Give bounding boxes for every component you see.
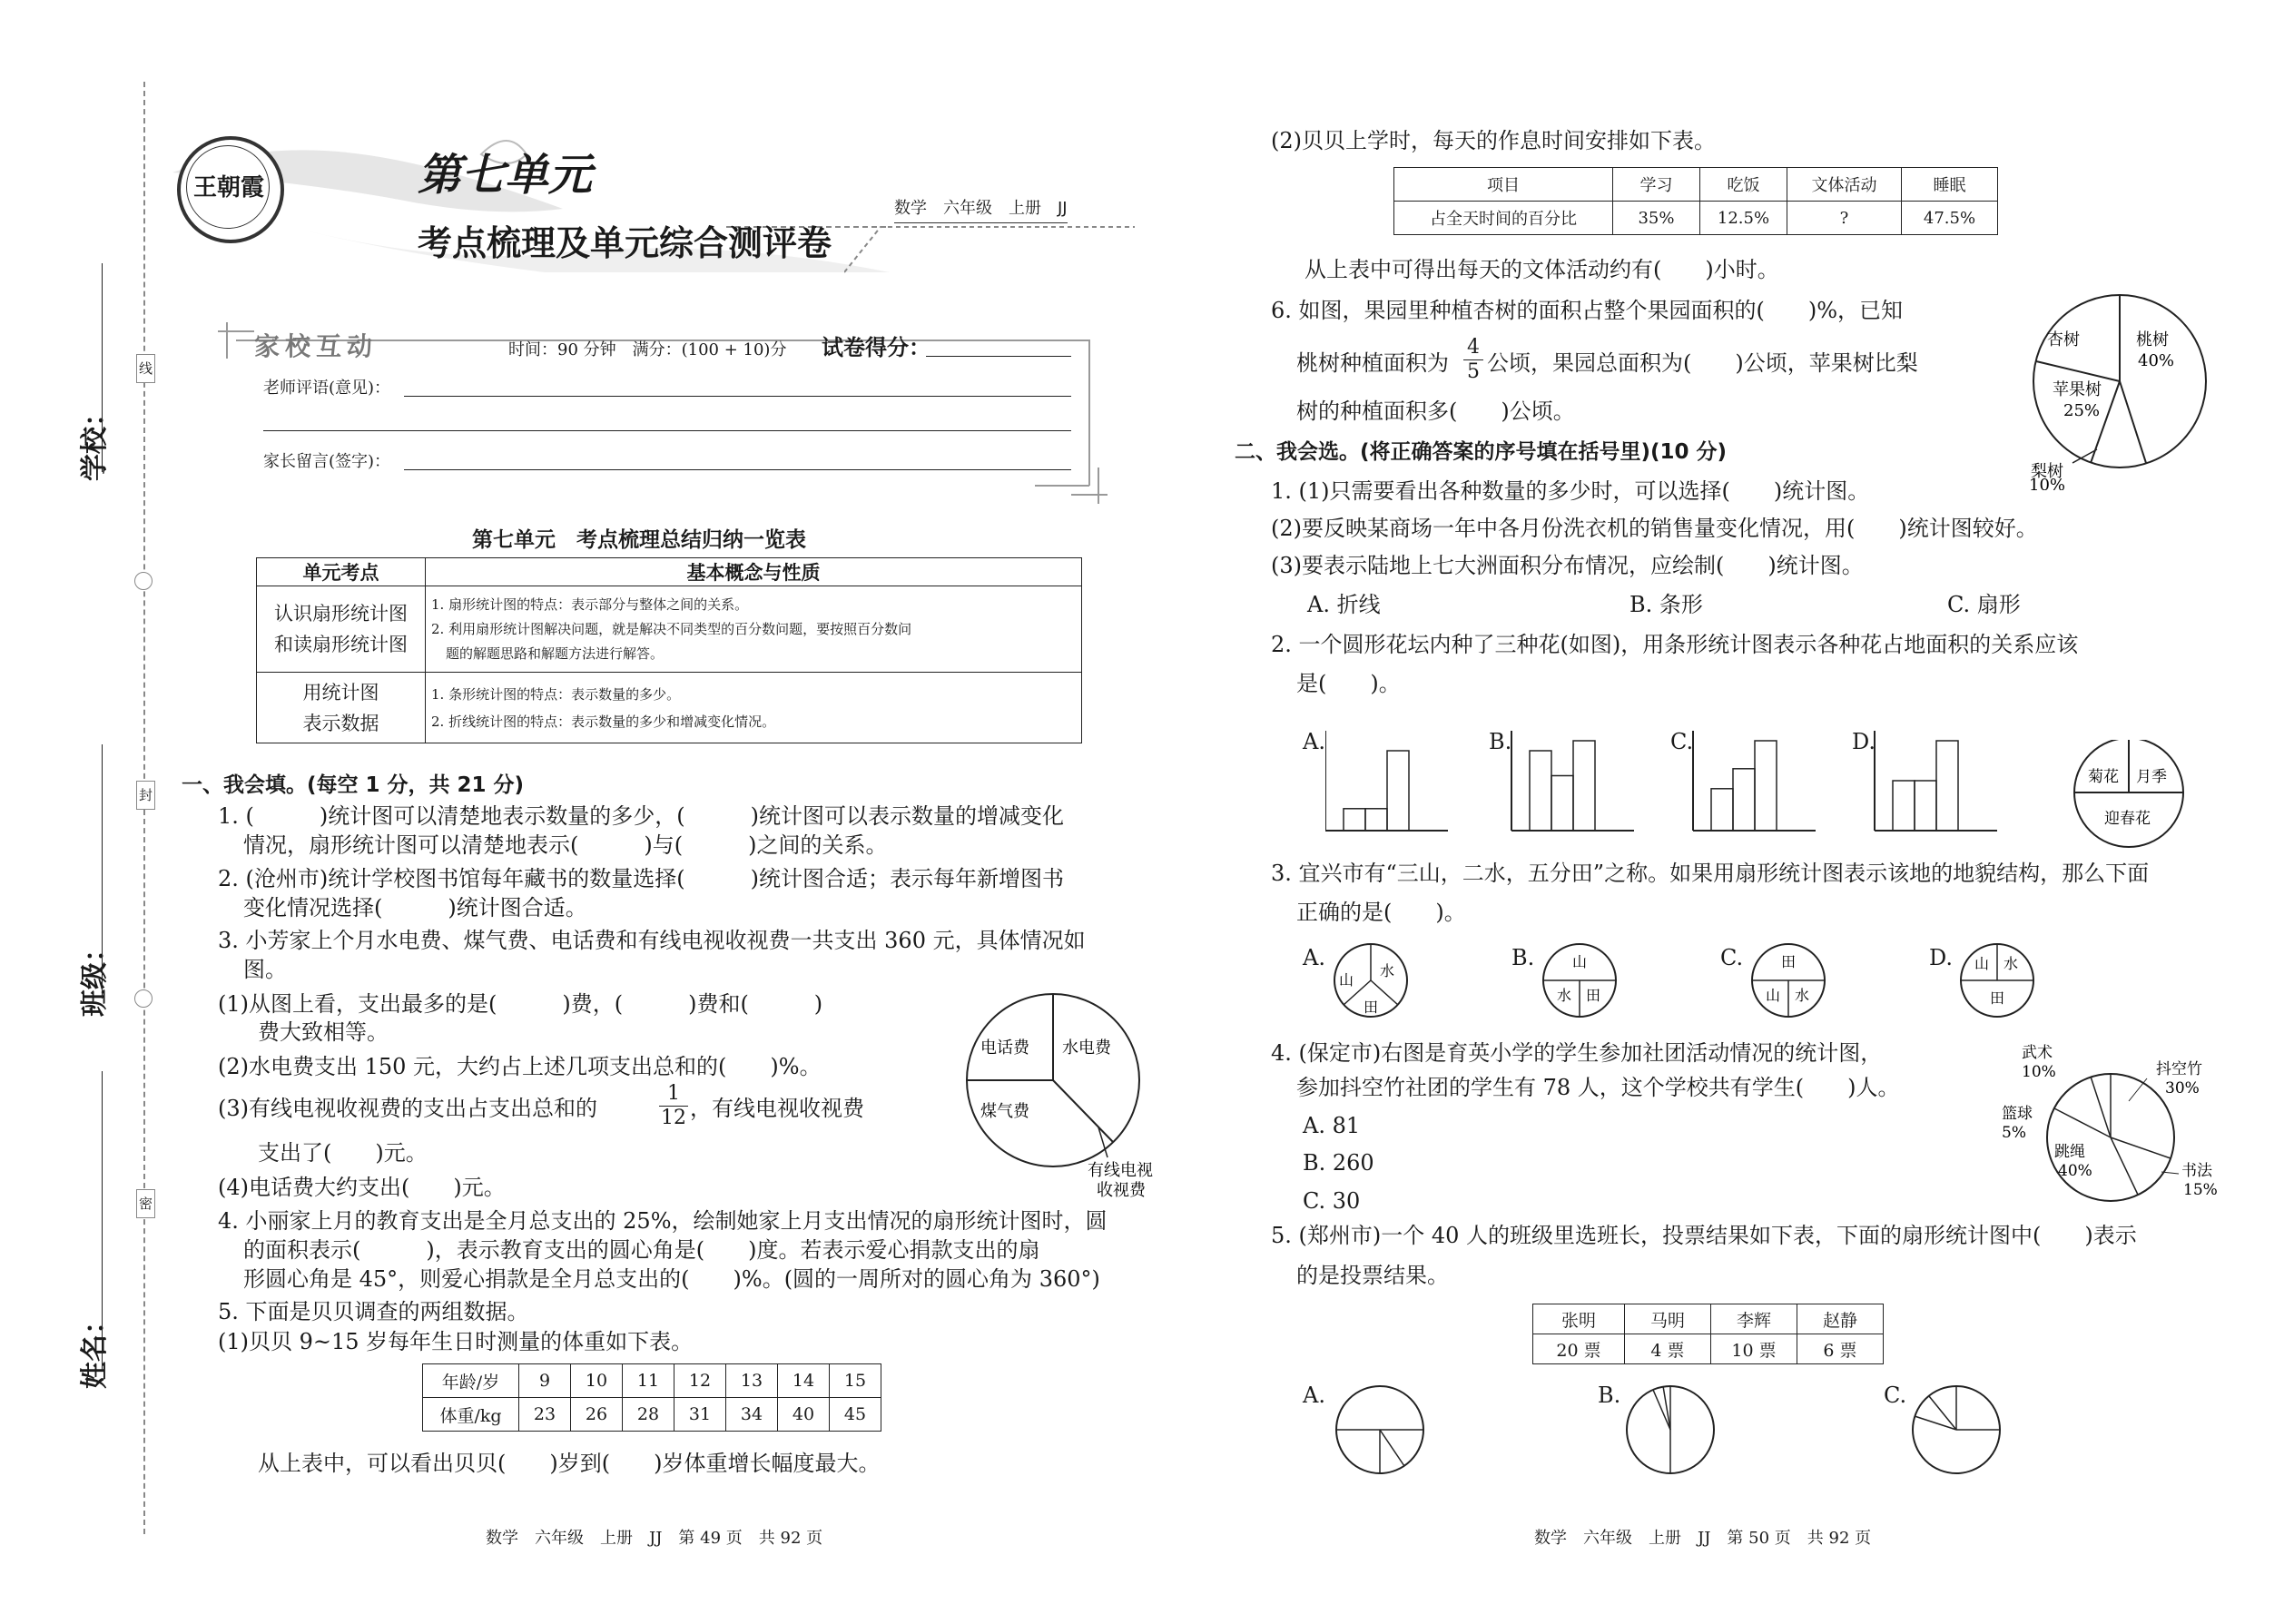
q3-line-1: 3. 小芳家上个月水电费、煤气费、电话费和有线电视收视费一共支出 360 元，具体情况如 [218,928,1086,953]
svg-text:田: 田 [1364,999,1379,1016]
parent-comment-label: 家长留言(签字)： [263,452,391,471]
score-label: 试卷得分： [822,334,930,360]
bar [1755,741,1777,831]
svg-text:山: 山 [1974,955,1990,972]
ring-hole [134,572,153,590]
q6-line-1: 6. 如图，果园里种植杏树的面积占整个果园面积的( )%，已知 [1271,298,1904,323]
grade-tag: 数学 六年级 上册 JJ [894,195,1068,223]
pie-label: 迎春花 [2104,810,2151,828]
q2-line-2: 变化情况选择( )统计图合适。 [243,895,587,920]
svg-text:抖空竹: 抖空竹 [2156,1060,2202,1078]
p2q5-pie-c [1906,1380,2006,1480]
vote-table: 张明 马明 李辉 赵静 20 票 4 票 10 票 6 票 [1532,1304,1884,1364]
bar [1915,781,1936,831]
summary-title: 第七单元 考点梳理总结归纳一览表 [472,527,806,552]
footer-left: 数学 六年级 上册 JJ 第 49 页 共 92 页 [486,1529,823,1548]
p2q3-option-label[interactable]: C. [1720,945,1744,970]
p2q3-pie-d [1956,940,2038,1021]
p2q3-line-1: 3. 宜兴市有“三山，二水，五分田”之称。如果用扇形统计图表示该地的地貌结构，那么下面 [1271,861,2150,886]
summary-col-header: 单元考点 [257,558,426,586]
p2q3-pie-b [1539,940,1620,1021]
svg-text:水: 水 [1557,987,1572,1004]
svg-text:15%: 15% [2183,1181,2218,1199]
p2q3-option-label[interactable]: D. [1929,945,1954,970]
logo-text: 王朝霞 [193,174,265,202]
p2q4-option[interactable]: A. 81 [1303,1113,1361,1138]
p2q4-option[interactable]: C. 30 [1303,1188,1361,1214]
p2q5-option-label[interactable]: B. [1598,1383,1621,1408]
p2q2-option-label[interactable]: D. [1852,729,1876,754]
part1-heading: 一、我会填。(每空 1 分，共 21 分) [182,773,525,797]
p2q3-line-2: 正确的是( )。 [1296,900,1466,925]
svg-text:水: 水 [2004,955,2019,972]
pie-label: 煤气费 [980,1102,1029,1121]
p2q1-option[interactable]: B. 条形 [1629,592,1703,617]
q3-sub-2: (2)水电费支出 150 元，大约占上述几项支出总和的( )%。 [218,1054,822,1079]
p2q2-line-1: 2. 一个圆形花坛内种了三种花(如图)，用条形统计图表示各种花占地面积的关系应该 [1271,632,2079,657]
class-label: 班级： [79,935,111,1017]
q1-line-2: 情况，扇形统计图可以清楚地表示( )与( )之间的关系。 [243,832,888,858]
bar [1893,781,1915,831]
p2q5-option-label[interactable]: A. [1303,1383,1325,1408]
p2q5-option-label[interactable]: C. [1884,1383,1907,1408]
teacher-comment-line[interactable] [404,396,1071,397]
class-blank[interactable] [102,744,103,999]
schedule-table: 项目 学习 吃饭 文体活动 睡眠 占全天时间的百分比 35% 12.5% ? 47.5% [1393,167,1998,235]
cut-mark-secret: 密 [136,1189,155,1218]
svg-text:田: 田 [1781,953,1797,970]
ring-hole [134,989,153,1008]
q5-sub-2-end: 从上表中可得出每天的文体活动约有( )小时。 [1305,257,1779,282]
q5-line: 5. 下面是贝贝调查的两组数据。 [218,1299,529,1324]
svg-text:书法: 书法 [2181,1162,2212,1180]
q3-line-2: 图。 [243,957,287,982]
p2q3-pie-c [1748,940,1829,1021]
svg-text:山: 山 [1766,987,1781,1004]
unit-title: 第七单元 [418,150,593,201]
q4-line-1: 4. 小丽家上月的教育支出是全月总支出的 25%，绘制她家上月支出情况的扇形统计图时，圆 [218,1208,1108,1234]
q6-line-2b: 公顷，果园总面积为( )公顷，苹果树比梨 [1487,350,1918,376]
pie-label: 25% [2063,401,2101,420]
tag-zigzag [844,209,1153,281]
score-blank[interactable] [926,356,1071,357]
teacher-comment-label: 老师评语(意见)： [263,379,391,398]
bar [1551,776,1573,832]
p2q4-line-2: 参加抖空竹社团的学生有 78 人，这个学校共有学生( )人。 [1296,1075,1900,1100]
p2q2-bar-charts [1325,731,2070,840]
q5-sub-1: (1)贝贝 9~15 岁每年生日时测量的体重如下表。 [218,1329,694,1354]
p2q3-option-label[interactable]: B. [1511,945,1535,970]
p2q1-2: (2)要反映某商场一年中各月份洗衣机的销售量变化情况，用( )统计图较好。 [1271,516,2038,541]
p2q5-line-1: 5. (郑州市)一个 40 人的班级里选班长，投票结果如下表，下面的扇形统计图中( )表示 [1271,1223,2137,1248]
pie-label: 月季 [2136,768,2167,786]
footer-right: 数学 六年级 上册 JJ 第 50 页 共 92 页 [1534,1529,1872,1548]
p2q1-1: 1. (1)只需要看出各种数量的多少时，可以选择( )统计图。 [1271,478,1870,504]
svg-text:水: 水 [1380,962,1395,979]
q6-line-2a: 桃树种植面积为 [1296,350,1449,376]
p2q5-pie-b [1620,1380,1720,1480]
svg-text:40%: 40% [2058,1162,2092,1180]
q3-sub-3a: (3)有线电视收视费的支出占支出总和的 [218,1096,597,1121]
pie-label: 杏树 [2047,330,2080,349]
cut-mark-line: 线 [136,354,155,383]
bar [1936,741,1958,831]
q3-pie-chart [962,989,1162,1198]
q3-sub-1b: 费大致相等。 [258,1019,389,1045]
pie-label: 苹果树 [2053,380,2102,399]
pie-label: 40% [2138,351,2175,370]
svg-text:武术: 武术 [2022,1044,2053,1062]
bar [1573,741,1595,831]
svg-text:跳绳: 跳绳 [2054,1143,2085,1161]
part2-heading: 二、我会选。(将正确答案的序号填在括号里)(10 分) [1235,440,1728,464]
fraction-1-12: 1 12 [661,1082,686,1129]
pie-label: 梨树 [2031,462,2063,481]
teacher-comment-line[interactable] [263,430,1071,431]
bar [1733,769,1755,831]
school-label: 学校： [79,399,111,481]
q2-line-1: 2. (沧州市)统计学校图书馆每年藏书的数量选择( )统计图合适；表示每年新增图书 [218,866,1064,891]
q4-line-3: 形圆心角是 45°，则爱心捐款是全月总支出的( )%。(圆的一周所对的圆心角为 360°) [243,1266,1100,1292]
p2q4-line-1: 4. (保定市)右图是育英小学的学生参加社团活动情况的统计图， [1271,1040,1883,1066]
p2q1-option[interactable]: C. 扇形 [1947,592,2021,617]
p2q2-option-label[interactable]: C. [1670,729,1694,754]
banner-family-school: 家校互动 [254,331,379,361]
p2q4-club-pie [2002,1042,2220,1215]
pie-label: 水电费 [1062,1038,1111,1058]
p2q2-line-2: 是( )。 [1296,671,1401,696]
p2q1-option[interactable]: A. 折线 [1307,592,1381,617]
svg-text:5%: 5% [2002,1124,2026,1142]
svg-text:30%: 30% [2165,1079,2200,1097]
pie-label: 收视费 [1097,1181,1146,1198]
svg-text:水: 水 [1795,987,1810,1004]
bar [1365,809,1387,831]
pie-label: 菊花 [2088,768,2119,786]
time-info: 时间：90 分钟 满分：(100 + 10)分 [508,340,787,359]
binding-strip [79,254,136,1398]
summary-topic: 用统计图 表示数据 [257,673,426,743]
p2q2-option-label[interactable]: A. [1303,729,1325,754]
bar [1387,751,1409,831]
summary-col-header: 基本概念与性质 [426,558,1082,586]
name-blank[interactable] [102,1071,103,1371]
svg-text:山: 山 [1572,953,1588,970]
svg-text:田: 田 [1586,987,1601,1004]
svg-text:10%: 10% [2022,1063,2056,1081]
q3-sub-4: (4)电话费大约支出( )元。 [218,1175,506,1200]
q1-line-1: 1. ( )统计图可以清楚地表示数量的多少，( )统计图可以表示数量的增减变化 [218,803,1064,829]
pie-label: 桃树 [2136,330,2169,349]
q3-sub-3b: ，有线电视收视费 [690,1096,864,1121]
svg-text:山: 山 [1339,971,1354,989]
bar [1530,751,1551,831]
p2q3-pie-a [1330,940,1412,1021]
weight-table: 年龄/岁 9 10 11 12 13 14 15 体重/kg 23 26 28 31 34 40 45 [422,1363,881,1432]
pie-label: 10% [2029,476,2066,490]
cut-mark-seal: 封 [136,781,155,810]
p2q2-flower-pie [2061,740,2197,849]
q5-sub-1-end: 从上表中，可以看出贝贝( )岁到( )岁体重增长幅度最大。 [258,1451,881,1476]
svg-text:篮球: 篮球 [2002,1105,2033,1123]
bar [1344,809,1365,831]
summary-content: 1. 扇形统计图的特点：表示部分与整体之间的关系。 2. 利用扇形统计图解决问题，就是解决不同类型的百分数问题，要按照百分数问 题的解题思路和解题方法进行解答。 [426,586,1082,673]
q6-line-3: 树的种植面积多( )公顷。 [1296,399,1575,424]
pie-label: 电话费 [980,1038,1029,1058]
svg-text:田: 田 [1990,989,2005,1007]
pie-label: 有线电视 [1088,1161,1153,1180]
p2q3-option-label[interactable]: A. [1303,945,1325,970]
summary-table [256,557,1082,743]
school-blank[interactable] [102,263,103,472]
p2q2-option-label[interactable]: B. [1489,729,1512,754]
p2q5-line-2: 的是投票结果。 [1296,1263,1449,1288]
name-label: 姓名： [79,1307,111,1389]
logo-seal [177,136,284,243]
p2q1-3: (3)要表示陆地上七大洲面积分布情况，应绘制( )统计图。 [1271,553,1864,578]
bar [1711,789,1733,831]
p2q5-pie-a [1330,1380,1430,1480]
page-subtitle: 考点梳理及单元综合测评卷 [418,222,832,263]
q6-pie-chart [2029,290,2210,490]
fraction-4-5: 4 5 [1463,336,1483,384]
q5-sub-2: (2)贝贝上学时，每天的作息时间安排如下表。 [1271,128,1716,153]
summary-topic: 认识扇形统计图 和读扇形统计图 [257,586,426,673]
q3-sub-1a: (1)从图上看，支出最多的是( )费，( )费和( ) [218,991,823,1017]
q4-line-2: 的面积表示( )，表示教育支出的圆心角是( )度。若表示爱心捐款支出的扇 [243,1237,1040,1263]
q3-sub-3c: 支出了( )元。 [258,1140,428,1166]
summary-content: 1. 条形统计图的特点：表示数量的多少。 2. 折线统计图的特点：表示数量的多少和增减变化情况。 [426,673,1082,743]
p2q4-option[interactable]: B. 260 [1303,1150,1374,1176]
parent-comment-line[interactable] [404,469,1071,470]
